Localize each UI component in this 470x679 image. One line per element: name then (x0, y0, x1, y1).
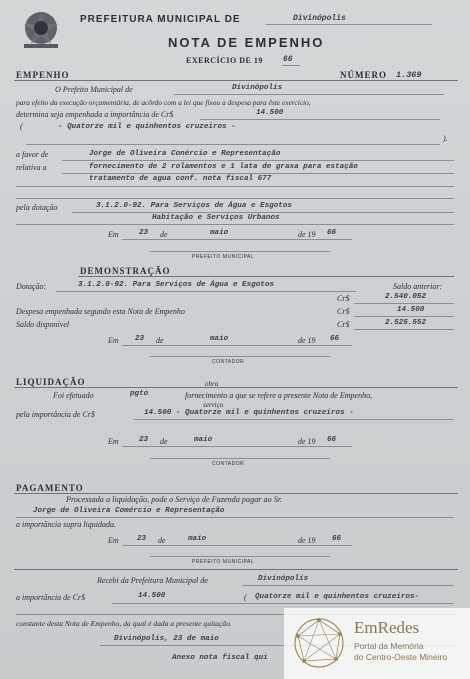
section-divider-3 (14, 387, 458, 388)
recibo-extenso: Quatorze mil e quinhentos cruzeiros- (255, 593, 420, 601)
liq-de-label: de (160, 437, 168, 446)
coat-of-arms-icon (18, 6, 64, 52)
line-recibo-cidade (242, 585, 454, 586)
pag-ano: 66 (332, 535, 342, 543)
assinatura-contador-2: CONTADOR (212, 461, 245, 467)
liq-dia: 23 (139, 436, 149, 444)
line-valor (200, 119, 440, 120)
pag-em-label: Em (108, 536, 119, 545)
line-demo-data (122, 345, 352, 346)
exercicio-label: EXERCÍCIO DE 19 (186, 56, 263, 65)
liquidacao-texto3: pela importância de Cr$ (16, 410, 95, 419)
empenho-texto2: para efeito da execução orçamentária, de acôrdo com a lei que fixou a despesa para êste exercício, (16, 98, 311, 107)
assinatura-prefeito-2: PREFEITO MUNICIPAL (192, 559, 255, 565)
despesa-value: 14.500 (397, 306, 425, 314)
em-dia: 23 (139, 229, 149, 237)
paren-open: ( (20, 122, 23, 131)
cidade-underline (266, 24, 432, 25)
empenho-texto3: determina seja empenhada a importância de Cr$ (16, 110, 174, 119)
demo-em-label: Em (108, 336, 119, 345)
line-favorecido (16, 517, 454, 518)
pag-dia: 23 (137, 535, 147, 543)
servico-label: serviço (203, 401, 224, 409)
line-relativa-2 (16, 186, 454, 187)
line-disponivel (354, 329, 454, 330)
emredes-line2: do Centro-Oeste Mineiro (354, 652, 448, 662)
obra-label: obra (205, 380, 219, 388)
favor-value: Jorge de Oliveira Conércio e Representação (89, 150, 281, 158)
de19-label: de 19 (298, 230, 316, 239)
liquidacao-efetuado: pgto (130, 390, 149, 398)
line-relativa-1 (62, 173, 454, 174)
recibo-texto3: constante desta Nota de Empenho, da qual é dada a presente quitação. (16, 619, 232, 628)
empenho-valor: 14.500 (256, 109, 284, 117)
emredes-watermark (284, 608, 470, 679)
liq-de19-label: de 19 (298, 437, 316, 446)
line-cidade (174, 94, 444, 95)
numero-value: 1.369 (396, 70, 422, 80)
pagamento-favorecido: Jorge de Oliveira Comércio e Representação (33, 507, 225, 515)
demo-dia: 23 (135, 335, 145, 343)
dotacao-label: pela dotação (16, 203, 58, 212)
cr-2: Cr$ (337, 307, 350, 316)
recibo-valor: 14.500 (138, 592, 166, 600)
pagamento-texto2: a importância supra liquidada. (16, 520, 117, 529)
liq-ano: 66 (327, 436, 337, 444)
em-ano: 66 (327, 229, 337, 237)
dotacao-demo-label: Dotação: (16, 282, 47, 291)
favor-label: a favor de (16, 150, 49, 159)
pag-de19-label: de 19 (298, 536, 316, 545)
line-assinatura (150, 251, 330, 252)
line-pag-data (122, 545, 352, 546)
line-extenso (26, 144, 440, 145)
recibo-local-data: Divinópolis, 23 de maio (114, 635, 219, 643)
ano-underline (282, 65, 300, 66)
pag-de-label: de (158, 536, 166, 545)
empenho-cidade: Divinópolis (232, 84, 283, 92)
demo-de-label: de (156, 336, 164, 345)
section-divider-4 (14, 493, 458, 494)
line-demo-assinatura (150, 356, 330, 357)
line-blank (16, 198, 454, 199)
empenho-section-label: EMPENHO (16, 70, 70, 80)
dotacao-demo-value: 3.1.2.0-92. Para Serviços de Água e Esgotos (78, 281, 274, 289)
emredes-line1: Portal da Memória (354, 641, 424, 651)
relativa-value-2: tratamento de agua conf. nota fiscal 677 (89, 175, 272, 183)
saldo-anterior-label: Saldo anterior: (393, 282, 443, 291)
liq-mes: maio (194, 436, 213, 444)
line-despesa (354, 316, 454, 317)
numero-label: NÚMERO (340, 70, 387, 80)
liq-em-label: Em (108, 437, 119, 446)
saldo-anterior-value: 2.540.052 (385, 293, 427, 301)
demonstracao-section-label: DEMONSTRAÇÃO (80, 266, 171, 276)
demo-mes: maio (210, 335, 229, 343)
demo-ano: 66 (330, 335, 340, 343)
cr-1: Cr$ (337, 294, 350, 303)
recibo-anexo: Anexo nota fiscal qui (172, 654, 268, 662)
section-divider-5 (14, 569, 458, 570)
liquidacao-valor: 14.500 - Quatorze mil e quinhentos cruzeiros - (144, 409, 354, 417)
liquidacao-texto1: Foi efetuado (53, 391, 94, 400)
line-dotacao-2 (16, 224, 454, 225)
line-favor (62, 160, 454, 161)
de-label: de (160, 230, 168, 239)
cidade-header: Divinópolis (293, 14, 346, 23)
line-liquidacao-valor (134, 419, 454, 420)
line-pag-assinatura (150, 556, 330, 557)
pagamento-section-label: PAGAMENTO (16, 483, 84, 493)
em-mes: maio (210, 229, 229, 237)
prefeitura-label: PREFEITURA MUNICIPAL DE (80, 14, 241, 25)
recibo-texto2: a importância de Cr$ (16, 593, 86, 602)
line-dotacao-1 (72, 212, 454, 213)
recibo-texto1: Recebi da Prefeitura Municipal de (97, 576, 208, 585)
line-recibo-valor (112, 603, 454, 604)
line-liq-data (122, 446, 352, 447)
empenho-valor-extenso: - Quatorze mil e quinhentos cruzeiros - (58, 123, 236, 131)
liquidacao-section-label: LIQUIDAÇÃO (16, 377, 86, 387)
relativa-label: relativa a (16, 163, 47, 172)
exercicio-ano: 66 (283, 55, 293, 64)
emredes-network-icon (290, 614, 348, 672)
emredes-title: EmRedes (354, 618, 420, 637)
empenho-texto1: O Prefeito Municipal de (55, 85, 133, 94)
recibo-paren: ( (244, 593, 247, 602)
cr-3: Cr$ (337, 320, 350, 329)
paren-close: ). (443, 134, 448, 143)
section-divider (14, 80, 458, 81)
document-title: NOTA DE EMPENHO (168, 35, 325, 50)
em-label: Em (108, 230, 119, 239)
line-liq-assinatura (150, 458, 330, 459)
dotacao-value-1: 3.1.2.0-92. Para Serviços de Água e Esgotos (96, 202, 292, 210)
relativa-value-1: fornecimento de 2 rolamentos e 1 lata de graxa para estação (89, 163, 358, 171)
recibo-cidade: Divinópolis (258, 575, 309, 583)
line-dotacao-demo (56, 291, 356, 292)
dotacao-value-2: Habitação e Serviços Urbanos (152, 214, 280, 222)
line-data (122, 239, 352, 240)
demo-de19-label: de 19 (298, 336, 316, 345)
disponivel-label: Saldo disponível (16, 320, 70, 329)
liquidacao-texto2: fornecimento a que se refere a presente Nota de Empenho, (185, 391, 373, 400)
line-saldo-anterior (354, 303, 454, 304)
section-divider-2 (78, 276, 454, 277)
assinatura-prefeito: PREFEITO MUNICIPAL (192, 254, 255, 260)
pagamento-texto1: Processada a liquidação, pode o Serviço de Fazenda pagar ao Sr. (66, 495, 283, 504)
pag-mes: maio (188, 535, 207, 543)
disponivel-value: 2.525.552 (385, 319, 427, 327)
assinatura-contador-1: CONTADOR (212, 359, 245, 365)
despesa-label: Despesa empenhada segundo esta Nota de Empenho (16, 307, 185, 316)
